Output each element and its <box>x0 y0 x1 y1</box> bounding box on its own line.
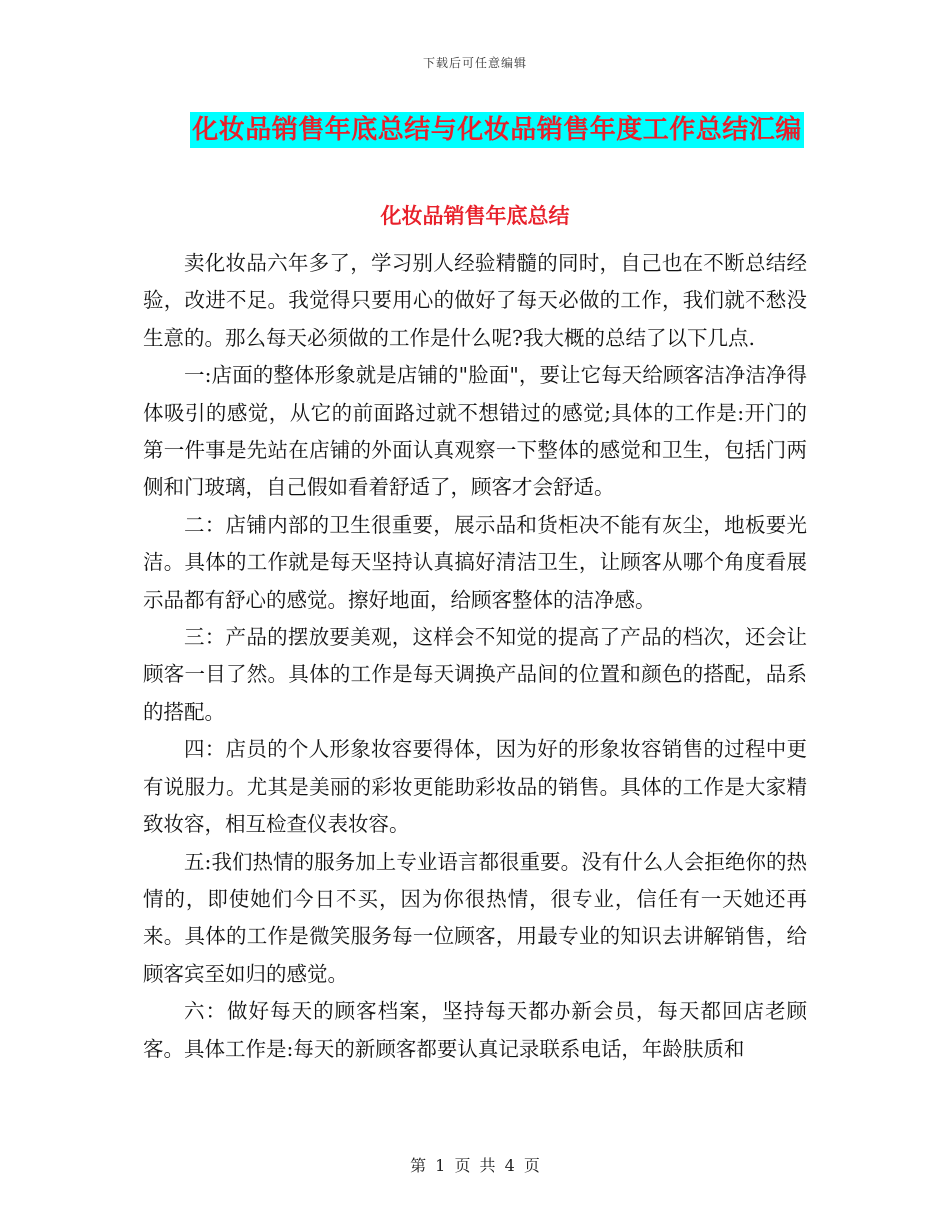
paragraph-point-3: 三：产品的摆放要美观，这样会不知觉的提高了产品的档次，还会让顾客一目了然。具体的工作是每天调换产品间的位置和颜色的搭配，品系的搭配。 <box>143 625 807 724</box>
paragraph-point-2: 二：店铺内部的卫生很重要，展示品和货柜决不能有灰尘，地板要光洁。具体的工作就是每天坚持认真搞好清洁卫生，让顾客从哪个角度看展示品都有舒心的感觉。擦好地面，给顾客整体的洁净感。 <box>143 512 807 612</box>
paragraph-point-4: 四：店员的个人形象妆容要得体，因为好的形象妆容销售的过程中更有说服力。尤其是美丽的彩妆更能助彩妆品的销售。具体的工作是大家精致妆容，相互检查仪表妆容。 <box>143 737 807 837</box>
main-title-wrap <box>0 112 950 148</box>
section-title: 化妆品销售年底总结 <box>380 204 570 228</box>
page-number-footer: 第 1 页 共 4 页 <box>410 1156 540 1175</box>
body-text <box>143 245 807 1068</box>
paragraph-point-6: 六：做好每天的顾客档案，坚持每天都办新会员，每天都回店老顾客。具体工作是:每天的新顾客都要认真记录联系电话，年龄肤质和 <box>143 999 807 1061</box>
paragraph-point-5: 五:我们热情的服务加上专业语言都很重要。没有什么人会拒绝你的热情的，即使她们今日不买，因为你很热情，很专业，信任有一天她还再来。具体的工作是微笑服务每一位顾客，用最专业的知识去讲解销售，给顾客宾至如归的感觉。 <box>143 849 807 986</box>
header-note: 下载后可任意编辑 <box>422 56 527 70</box>
paragraph-point-1: 一:店面的整体形象就是店铺的"脸面"，要让它每天给顾客洁净洁净得体吸引的感觉，从它的前面路过就不想错过的感觉;具体的工作是:开门的第一件事是先站在店铺的外面认真观察一下整体的感觉和卫生，包括门两侧和门玻璃，自己假如看着舒适了，顾客才会舒适。 <box>143 363 807 500</box>
paragraph-intro: 卖化妆品六年多了，学习别人经验精髓的同时，自己也在不断总结经验，改进不足。我觉得只要用心的做好了每天必做的工作，我们就不愁没生意的。那么每天必须做的工作是什么呢?我大概的总结了以下几点. <box>143 251 807 350</box>
main-title: 化妆品销售年底总结与化妆品销售年度工作总结汇编 <box>190 112 804 148</box>
